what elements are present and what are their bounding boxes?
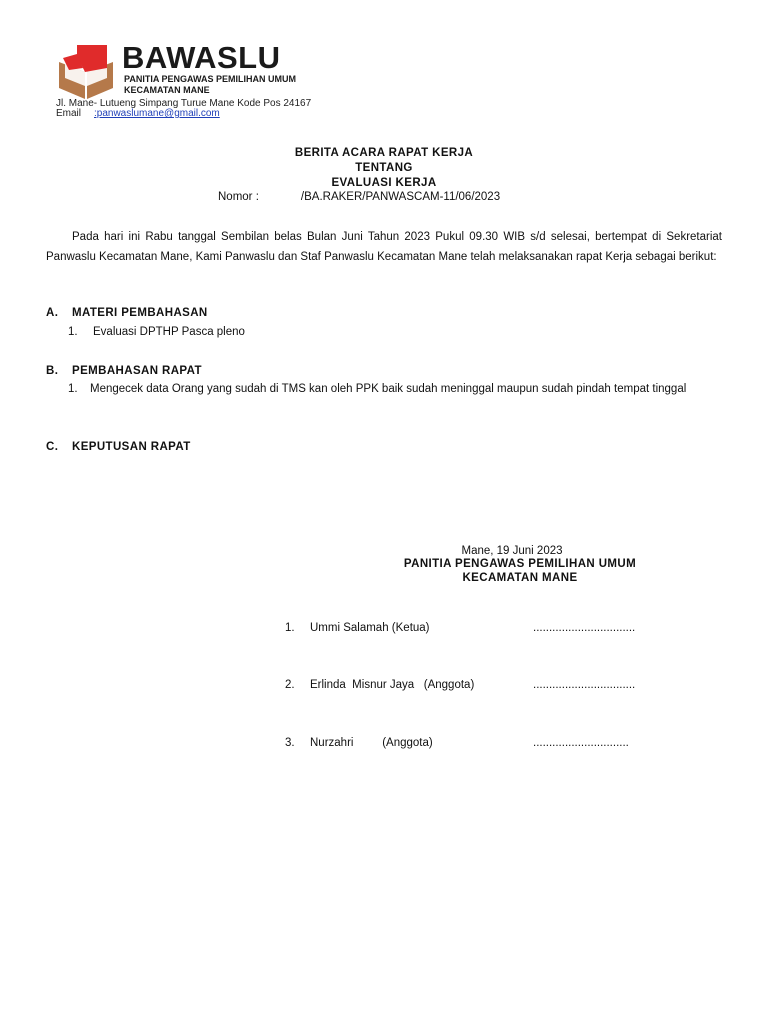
signature-line: ................................ <box>533 679 636 691</box>
sig-org-line1: PANITIA PENGAWAS PEMILIHAN UMUM <box>403 558 637 570</box>
doc-title-tentang: TENTANG <box>355 162 413 174</box>
email-row <box>56 108 220 119</box>
doc-title: BERITA ACARA RAPAT KERJA <box>294 147 474 159</box>
section-b-heading: B. PEMBAHASAN RAPAT <box>46 365 202 377</box>
signatory-row: 3. Nurzahri (Anggota) .............................. <box>285 737 629 749</box>
nomor-value: /BA.RAKER/PANWASCAM-11/06/2023 <box>300 191 501 203</box>
address: Jl. Mane- Lutueng Simpang Turue Mane Kode Pos 24167 <box>56 98 312 109</box>
org-subtitle-line1: PANITIA PENGAWAS PEMILIHAN UMUM <box>124 74 297 84</box>
section-c-heading: C. KEPUTUSAN RAPAT <box>46 441 191 453</box>
email-label: Email <box>56 108 82 119</box>
nomor-label: Nomor : <box>218 191 259 203</box>
list-item: 1. Mengecek data Orang yang sudah di TMS kan oleh PPK baik sudah meninggal maupun sudah pindah tempat tinggal <box>68 383 687 395</box>
signatory-row: 2. Erlinda Misnur Jaya (Anggota) ................................ <box>285 679 636 691</box>
org-subtitle-line2: KECAMATAN MANE <box>124 85 210 95</box>
email-link[interactable]: :panwaslumane@gmail.com <box>94 108 220 119</box>
brand-name: BAWASLU <box>122 40 281 75</box>
signature-line: ................................ <box>533 622 636 634</box>
section-a-heading: A. MATERI PEMBAHASAN <box>46 307 208 319</box>
doc-subject: EVALUASI KERJA <box>331 177 437 189</box>
sig-org-line2: KECAMATAN MANE <box>462 572 578 584</box>
bawaslu-logo-icon <box>55 42 117 100</box>
intro-paragraph: Pada hari ini Rabu tanggal Sembilan belas Bulan Juni Tahun 2023 Pukul 09.30 WIB s/d selesai, bertempat di Sekretariat Panwaslu Kecamatan Mane, Kami Panwaslu dan Staf Panwaslu Kecamatan Mane telah melaksanakan rapat Kerja sebagai berikut: <box>46 231 722 263</box>
nomor-line <box>218 191 500 203</box>
signatory-row: 1. Ummi Salamah (Ketua) ................................ <box>285 622 636 634</box>
place-date: Mane, 19 Juni 2023 <box>461 545 563 557</box>
signature-line: .............................. <box>533 737 629 749</box>
list-item: 1. Evaluasi DPTHP Pasca pleno <box>68 326 245 338</box>
